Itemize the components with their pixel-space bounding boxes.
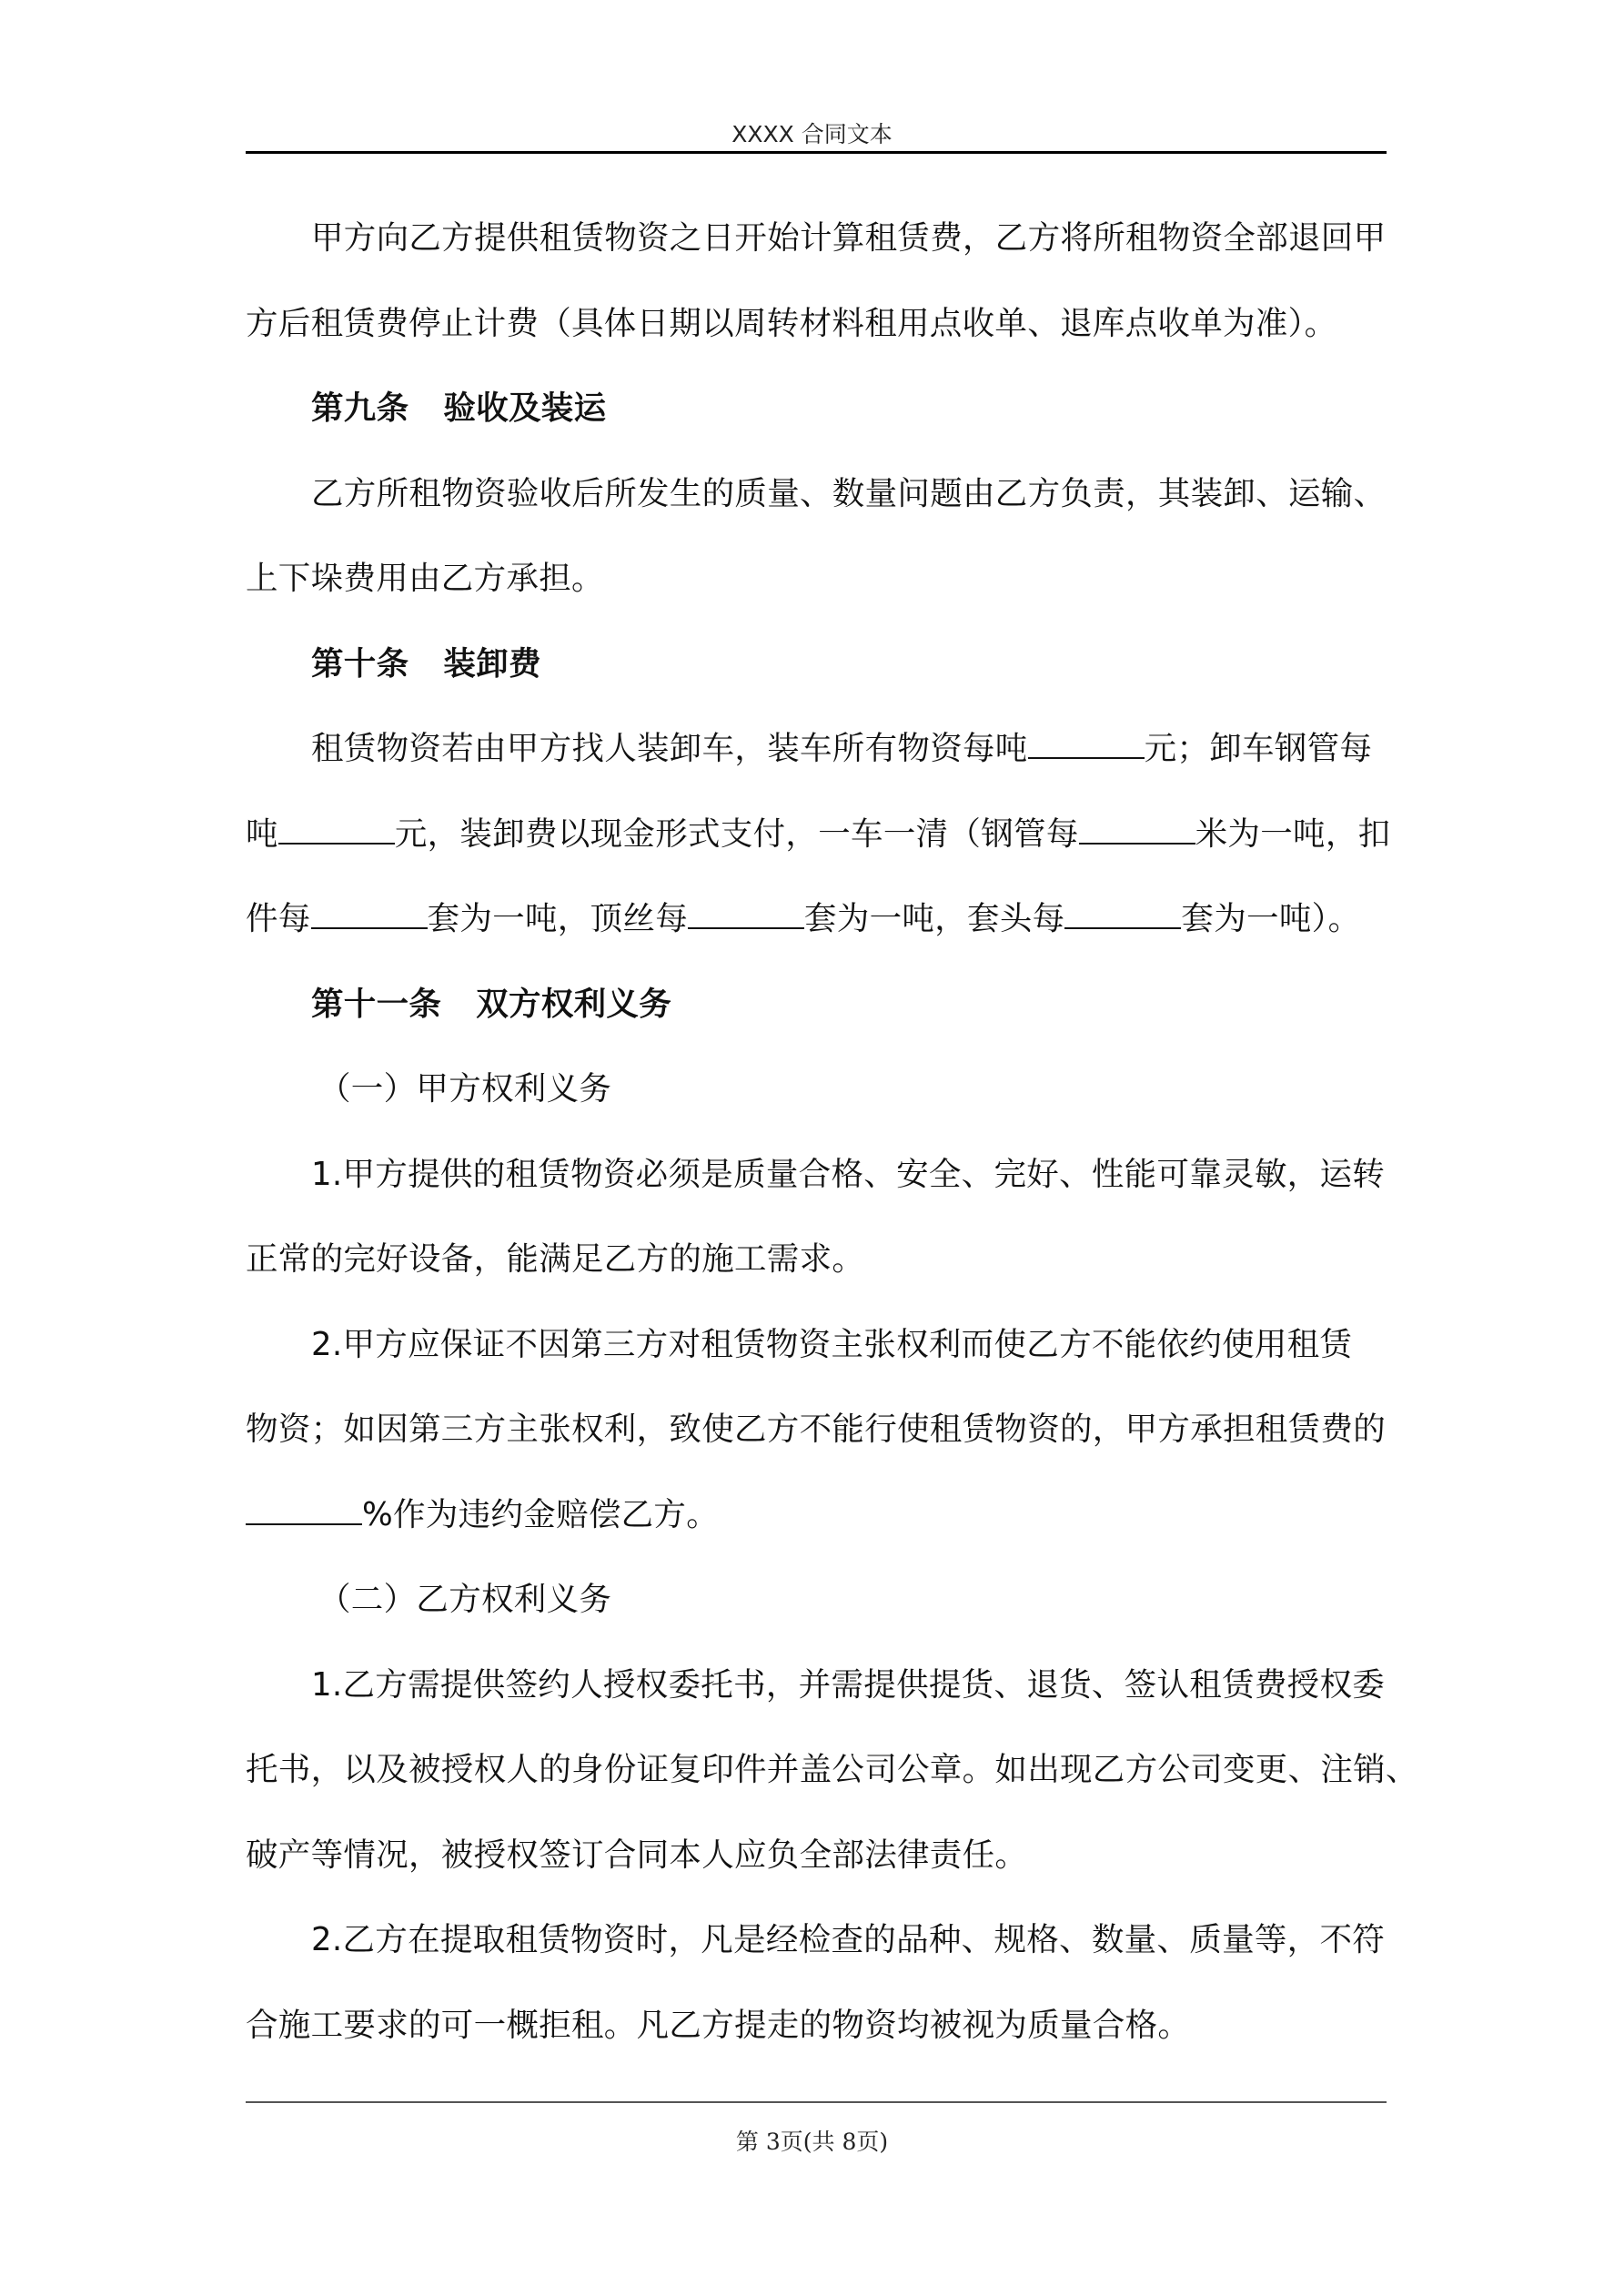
paragraph-line <box>246 876 1387 962</box>
fill-blank[interactable] <box>1028 733 1145 759</box>
fill-blank[interactable] <box>278 819 395 845</box>
text-segment: 租赁物资若由甲方找人装卸车，装车所有物资每吨 <box>311 730 1028 767</box>
page-number: 第 3页(共 8页) <box>735 2129 889 2155</box>
section-heading: （二）乙方权利义务 <box>318 1581 612 1618</box>
paragraph-line <box>246 792 1391 877</box>
paragraph-line <box>246 1472 1387 1558</box>
fill-blank[interactable] <box>246 1500 362 1525</box>
article-heading-9 <box>246 366 1387 451</box>
text-segment: 套为一吨，顶丝每 <box>427 900 689 937</box>
paragraph-line: 2.甲方应保证不因第三方对租赁物资主张权利而使乙方不能依约使用租赁 <box>311 1325 1353 1363</box>
article-heading-10 <box>246 622 1387 707</box>
header-title: XXXX 合同文本 <box>731 121 893 147</box>
paragraph-line: 正常的完好设备，能满足乙方的施工需求。 <box>246 1240 865 1278</box>
fill-blank[interactable] <box>1079 819 1195 845</box>
document-body <box>246 196 1418 2068</box>
paragraph-line: 上下垛费用由乙方承担。 <box>246 560 604 597</box>
header-divider <box>246 151 1387 154</box>
text-segment: 吨 <box>246 814 278 853</box>
text-segment: %作为违约金赔偿乙方。 <box>362 1495 720 1533</box>
paragraph-line: 1.乙方需提供签约人授权委托书，并需提供提货、退货、签认租赁费授权委 <box>311 1665 1386 1704</box>
fill-blank[interactable] <box>688 904 804 929</box>
article-number: 第九条 <box>311 389 409 427</box>
text-segment: 套为一吨）。 <box>1181 900 1361 937</box>
text-segment: 套为一吨，套头每 <box>804 900 1065 937</box>
fill-blank[interactable] <box>1064 904 1181 929</box>
article-heading-11 <box>246 962 1387 1047</box>
text-segment: 米为一吨，扣 <box>1195 814 1391 853</box>
paragraph-line: 方后租赁费停止计费（具体日期以周转材料租用点收单、退库点收单为准）。 <box>246 304 1337 342</box>
section-heading: （一）甲方权利义务 <box>318 1070 612 1108</box>
paragraph-line: 乙方所租物资验收后所发生的质量、数量问题由乙方负责，其装卸、运输、 <box>311 474 1387 512</box>
article-title: 双方权利义务 <box>476 985 672 1023</box>
article-title: 验收及装运 <box>443 389 607 427</box>
paragraph-line: 托书，以及被授权人的身份证复印件并盖公司公章。如出现乙方公司变更、注销、 <box>246 1751 1418 1788</box>
paragraph-line: 1.甲方提供的租赁物资必须是质量合格、安全、完好、性能可靠灵敏，运转 <box>311 1155 1386 1193</box>
footer-divider <box>246 2101 1387 2103</box>
text-segment: 元，装卸费以现金形式支付，一车一清（钢管每 <box>394 814 1079 853</box>
article-title: 装卸费 <box>443 644 541 683</box>
fill-blank[interactable] <box>311 904 428 929</box>
paragraph-line: 甲方向乙方提供租赁物资之日开始计算租赁费，乙方将所租物资全部退回甲 <box>311 219 1387 257</box>
paragraph-line: 2.乙方在提取租赁物资时，凡是经检查的品种、规格、数量、质量等，不符 <box>311 1921 1386 1958</box>
paragraph-line: 合施工要求的可一概拒租。凡乙方提走的物资均被视为质量合格。 <box>246 2006 1191 2044</box>
paragraph-line: 破产等情况，被授权签订合同本人应负全部法律责任。 <box>246 1836 1028 1874</box>
article-number: 第十一条 <box>311 985 442 1023</box>
text-segment: 件每 <box>246 900 311 937</box>
paragraph-line: 物资；如因第三方主张权利，致使乙方不能行使租赁物资的，甲方承担租赁费的 <box>246 1411 1387 1448</box>
article-number: 第十条 <box>311 644 409 683</box>
text-segment: 元；卸车钢管每 <box>1144 730 1373 767</box>
paragraph-line <box>246 706 1387 792</box>
